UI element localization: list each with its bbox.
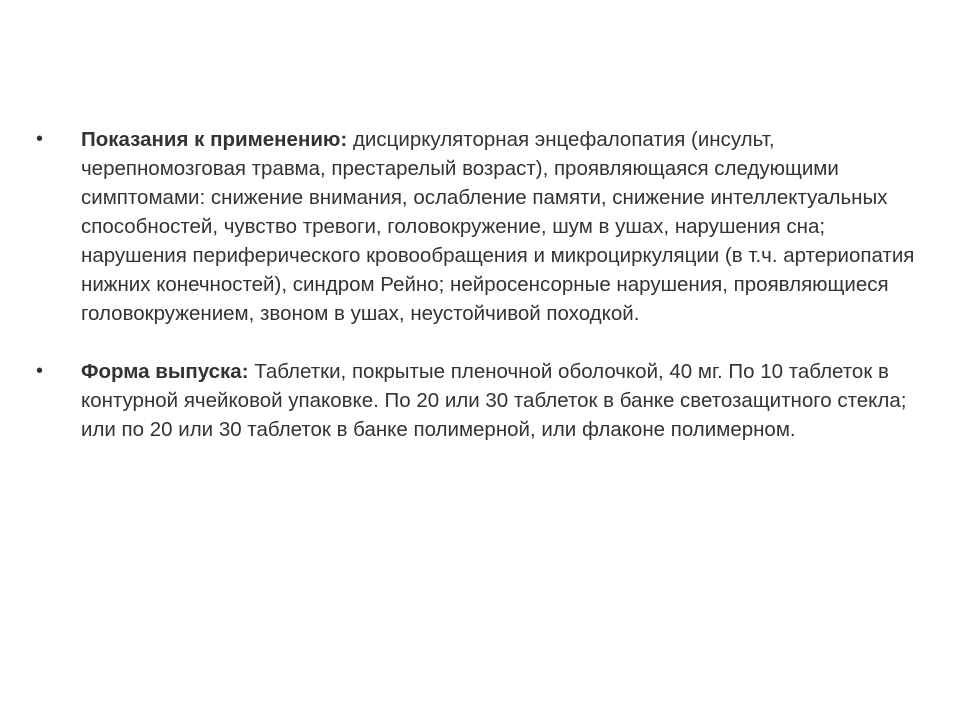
bullet-marker: • [36,360,44,382]
indications-term: Показания к применению: [81,128,353,151]
indications-text: дисциркуляторная энцефалопатия (инсульт, черепномозговая травма, престарелый возраст), проявляющаяся следующими симптомами: снижение внимания, ослабление памяти, снижение интеллектуальных способностей, чувство тревоги, головокружение, шум в ушах, нарушения сна; нарушения периферического кровообращения и микроциркуляции (в т.ч. артериопатия нижних конечностей), синдром Рейно; нейросенсорные нарушения, проявляющиеся головокружением, звоном в ушах, неустойчивой походкой. [81,128,915,325]
bullet-indications [36,125,916,328]
bullet-marker: • [36,128,44,150]
release-form-text: Таблетки, покрытые пленочной оболочкой, 40 мг. По 10 таблеток в контурной ячейковой упаковке. По 20 или 30 таблеток в банке светозащитного стекла; или по 20 или 30 таблеток в банке полимерной, или флаконе полимерном. [81,360,907,441]
bullet-list [36,125,916,444]
release-form-term: Форма выпуска: [81,360,255,383]
bullet-release-form [36,357,916,444]
